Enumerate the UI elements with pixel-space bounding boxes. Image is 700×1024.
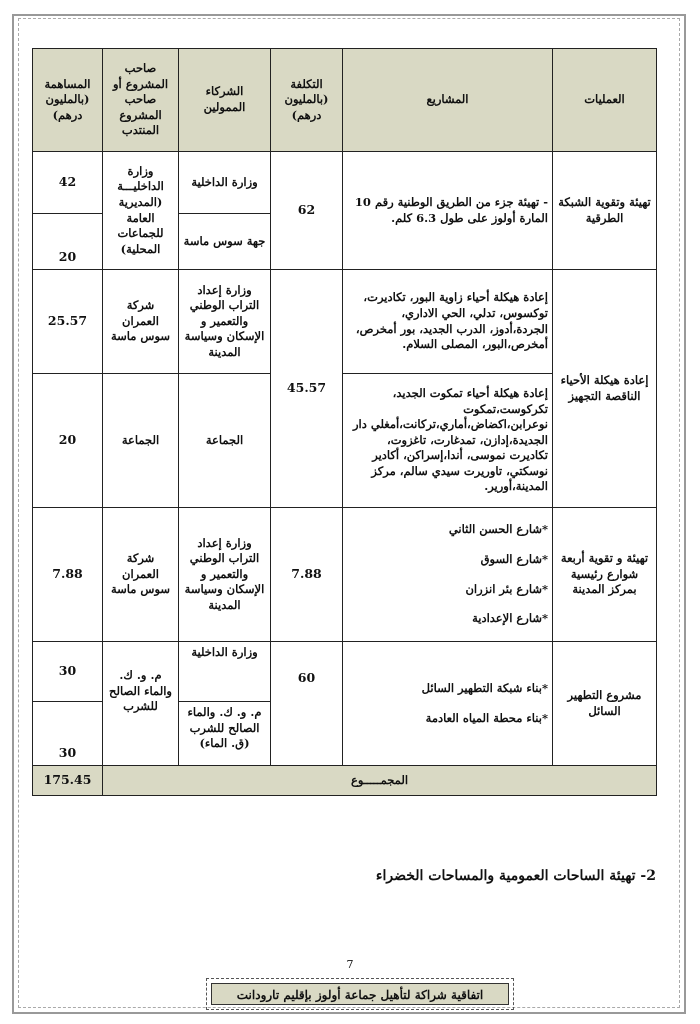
operation-cell: تهيئة و تقوية أربعة شوارع رئيسية بمركز المدينة bbox=[553, 508, 657, 642]
partner-cell: وزارة إعداد التراب الوطني والتعمير و الإسكان وسياسة المدينة bbox=[179, 508, 271, 642]
table-header-row bbox=[33, 49, 657, 152]
operation-cell: إعادة هيكلة الأحياء الناقصة التجهيز bbox=[553, 270, 657, 508]
partner-cell: وزارة الداخلية bbox=[179, 642, 271, 702]
project-cell: إعادة هيكلة أحياء زاوية البور، تكاديرت، توكسوس، تدلي، الحي الاداري، الجردة،أدوز، الدرب الجديد، بور أمخرص، أمخرص،البور، المصلى السلام. bbox=[343, 270, 553, 374]
owner-cell: شركة العمران سوس ماسة bbox=[103, 508, 179, 642]
footer-box bbox=[206, 978, 514, 1010]
page-number: 7 bbox=[346, 958, 354, 971]
owner-cell: الجماعة bbox=[103, 374, 179, 508]
table-row bbox=[33, 508, 657, 642]
project-item: *شارع الحسن الثاني bbox=[448, 522, 548, 537]
cost-cell: 7.88 bbox=[271, 508, 343, 642]
total-value: 175.45 bbox=[33, 766, 103, 796]
owner-cell: شركة العمران سوس ماسة bbox=[103, 270, 179, 374]
contribution-cell: 42 bbox=[33, 152, 103, 214]
partner-cell: الجماعة bbox=[179, 374, 271, 508]
section-title: 2- تهيئة الساحات العمومية والمساحات الخضراء bbox=[375, 868, 656, 884]
operation-cell: مشروع التطهير السائل bbox=[553, 642, 657, 766]
header-contribution: المساهمة (بالمليون درهم) bbox=[33, 49, 103, 152]
owner-cell: وزارة الداخليـــة (المديرية العامة للجماعات المحلية) bbox=[103, 152, 179, 270]
header-projects: المشاريع bbox=[343, 49, 553, 152]
total-row bbox=[33, 766, 657, 796]
partner-cell: وزارة الداخلية bbox=[179, 152, 271, 214]
header-partners: الشركاء الممولين bbox=[179, 49, 271, 152]
project-item: *شارع بئر انزران bbox=[465, 581, 548, 596]
project-item: *شارع الإعدادية bbox=[472, 611, 548, 626]
header-operations: العمليات bbox=[553, 49, 657, 152]
table-row bbox=[33, 152, 657, 214]
table-row bbox=[33, 642, 657, 702]
owner-cell: م. و. ك. والماء الصالح للشرب bbox=[103, 642, 179, 766]
header-owner: صاحب المشروع أو صاحب المشروع المنتدب bbox=[103, 49, 179, 152]
project-item: *بناء محطة المياه العادمة bbox=[425, 710, 548, 725]
project-item: *شارع السوق bbox=[480, 551, 548, 566]
contribution-cell: 7.88 bbox=[33, 508, 103, 642]
projects-table bbox=[32, 48, 657, 796]
partner-cell: وزارة إعداد التراب الوطني والتعمير و الإسكان وسياسة المدينة bbox=[179, 270, 271, 374]
table-row bbox=[33, 270, 657, 374]
project-item: *بناء شبكة التطهير السائل bbox=[421, 680, 548, 695]
header-cost: التكلفة (بالمليون درهم) bbox=[271, 49, 343, 152]
contribution-cell: 30 bbox=[33, 642, 103, 702]
footer-text: اتفاقية شراكة لتأهيل جماعة أولوز بإقليم تارودانت bbox=[211, 983, 509, 1005]
project-cell bbox=[343, 508, 553, 642]
cost-cell: 60 bbox=[271, 642, 343, 766]
contribution-cell: 30 bbox=[33, 702, 103, 766]
partner-cell: م. و. ك. والماء الصالح للشرب (ق. الماء) bbox=[179, 702, 271, 766]
partner-cell: جهة سوس ماسة bbox=[179, 214, 271, 270]
project-cell: إعادة هيكلة أحياء تمكوت الجديد، تكركوست،تمكوت نوعرابن،اكضاض،أماري،تركانت،أمغلي دار الجديدة،إدازن، تمدغارت، تاغزوت، تكاديرت نموسى، أندا،إسراكن، أكادير نوسكتي، تاوريرت سيدي سالم، مركز المدينة،أورير. bbox=[343, 374, 553, 508]
project-cell: - تهيئة جزء من الطريق الوطنية رقم 10 المارة أولوز على طول 6.3 كلم. bbox=[343, 152, 553, 270]
cost-cell: 45.57 bbox=[271, 270, 343, 508]
operation-cell: تهيئة وتقوية الشبكة الطرقية bbox=[553, 152, 657, 270]
cost-cell: 62 bbox=[271, 152, 343, 270]
total-label: المجمـــــوع bbox=[103, 766, 657, 796]
contribution-cell: 20 bbox=[33, 214, 103, 270]
contribution-cell: 20 bbox=[33, 374, 103, 508]
project-cell bbox=[343, 642, 553, 766]
contribution-cell: 25.57 bbox=[33, 270, 103, 374]
